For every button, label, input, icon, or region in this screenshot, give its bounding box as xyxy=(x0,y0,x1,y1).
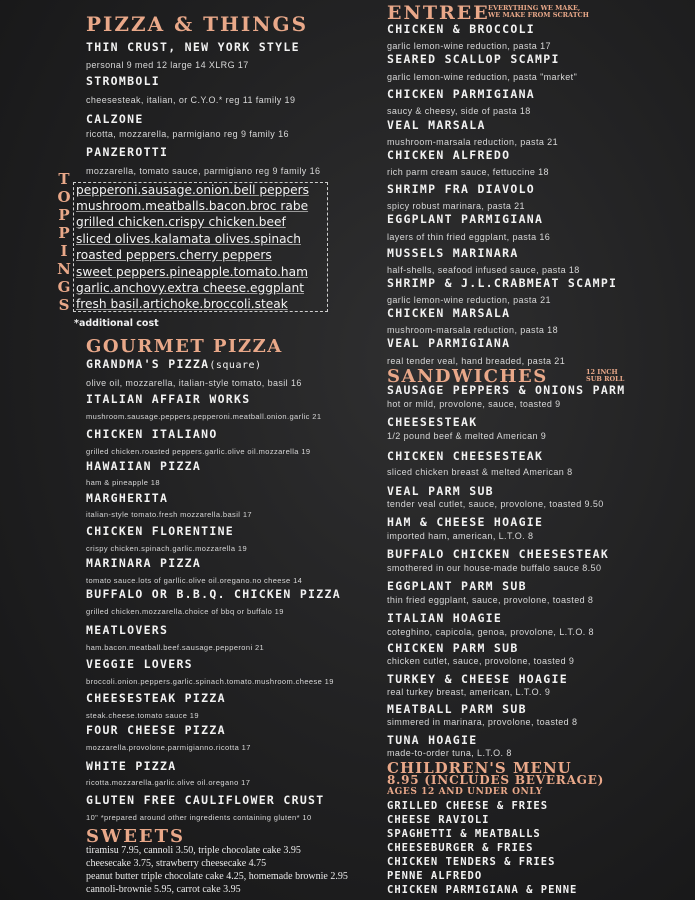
menu-item-name: SHRIMP & J.L.CRABMEAT SCAMPI xyxy=(387,276,618,290)
menu-item-name: CHEESESTEAK xyxy=(387,415,478,429)
menu-item-desc: ham & pineapple 18 xyxy=(86,478,160,487)
menu-item-name: CHICKEN CHEESESTEAK xyxy=(387,449,544,463)
menu-item-name: VEAL MARSALA xyxy=(387,118,486,132)
menu-item-name: MARGHERITA xyxy=(86,491,169,505)
menu-item-desc: spicy robust marinara, pasta 21 xyxy=(387,201,525,211)
sandwiches-note: 12 INCH SUB ROLL xyxy=(586,368,625,383)
menu-item-desc: grilled chicken.roasted peppers.garlic.olive oil.mozzarella 19 xyxy=(86,447,311,456)
menu-item-desc: simmered in marinara, provolone, toasted 8 xyxy=(387,717,578,727)
menu-item-name: BUFFALO OR B.B.Q. CHICKEN PIZZA xyxy=(86,587,341,601)
menu-item-desc: steak.cheese.tomato sauce 19 xyxy=(86,711,199,720)
gourmet-heading: GOURMET PIZZA xyxy=(86,336,283,357)
topping-line: fresh basil.artichoke.broccoli.steak xyxy=(76,297,288,311)
menu-item-desc: garlic lemon-wine reduction, pasta 17 xyxy=(387,41,551,51)
menu-item-desc: ricotta, mozzarella, parmigiano reg 9 family 16 xyxy=(86,129,289,139)
menu-item-desc: italian-style tomato.fresh mozzarella.basil 17 xyxy=(86,510,252,519)
sweets-heading: SWEETS xyxy=(86,826,186,847)
menu-item-name: MUSSELS MARINARA xyxy=(387,246,519,260)
menu-item-desc: mozzarella, tomato sauce, parmigiano reg 9 family 16 xyxy=(86,166,321,176)
menu-item-desc: saucy & cheesy, side of pasta 18 xyxy=(387,106,531,116)
kids-item: GRILLED CHEESE & FRIES xyxy=(387,800,549,812)
toppings-letter: I xyxy=(60,242,68,260)
toppings-letter: P xyxy=(58,224,70,242)
topping-line: sweet peppers.pineapple.tomato.ham xyxy=(76,265,308,279)
menu-item-name: THIN CRUST, NEW YORK STYLE xyxy=(86,40,300,54)
menu-item-desc: made-to-order tuna, L.T.O. 8 xyxy=(387,748,512,758)
sweets-line: peanut butter triple chocolate cake 4.25, homemade brownie 2.95 xyxy=(86,871,348,882)
menu-item-name: EGGPLANT PARMIGIANA xyxy=(387,212,544,226)
menu-item-desc: real turkey breast, american, L.T.O. 9 xyxy=(387,687,551,697)
menu-item-name: VEAL PARMIGIANA xyxy=(387,336,511,350)
topping-line: grilled chicken.crispy chicken.beef xyxy=(76,215,286,229)
menu-item-desc: crispy chicken.spinach.garlic.mozzarella 19 xyxy=(86,544,248,553)
topping-line: roasted peppers.cherry peppers xyxy=(76,248,272,262)
menu-item-desc: garlic lemon-wine reduction, pasta 21 xyxy=(387,295,551,305)
kids-item: CHEESE RAVIOLI xyxy=(387,814,490,826)
topping-line: mushroom.meatballs.bacon.broc rabe xyxy=(76,199,309,213)
menu-item-name: PANZEROTTI xyxy=(86,145,169,159)
menu-item-name: MEATLOVERS xyxy=(86,623,169,637)
menu-item-name: ITALIAN AFFAIR WORKS xyxy=(86,392,251,406)
menu-item-desc: 10" *prepared around other ingredients containing gluten* 10 xyxy=(86,813,312,822)
sweets-line: cheesecake 3.75, strawberry cheesecake 4.75 xyxy=(86,858,267,869)
sweets-line: tiramisu 7.95, cannoli 3.50, triple chocolate cake 3.95 xyxy=(86,845,301,856)
menu-item-name: HAM & CHEESE HOAGIE xyxy=(387,515,544,529)
menu-item-desc: tomato sauce.lots of garllic.olive oil.oregano.no cheese 14 xyxy=(86,576,303,585)
menu-item-desc: mushroom.sausage.peppers.pepperoni.meatball.onion.garlic 21 xyxy=(86,412,322,421)
menu-item-desc: ham.bacon.meatball.beef.sausage.pepperoni 21 xyxy=(86,643,265,652)
entree-heading: ENTREE xyxy=(387,2,490,24)
menu-item-desc: broccoli.onion.peppers.garlic.spinach.tomato.mushroom.cheese 19 xyxy=(86,677,334,686)
menu-item-desc: personal 9 med 12 large 14 XLRG 17 xyxy=(86,60,249,70)
menu-item-desc: smothered in our house-made buffalo sauce 8.50 xyxy=(387,563,602,573)
entree-note: EVERYTHING WE MAKE, WE MAKE FROM SCRATCH xyxy=(488,4,589,19)
childrens-price: 8.95 (INCLUDES BEVERAGE) xyxy=(387,773,605,787)
menu-item-desc: tender veal cutlet, sauce, provolone, toasted 9.50 xyxy=(387,499,604,509)
toppings-letter: P xyxy=(58,206,70,224)
toppings-letter: O xyxy=(57,188,71,206)
kids-item: CHICKEN TENDERS & FRIES xyxy=(387,856,556,868)
menu-item-name: STROMBOLI xyxy=(86,74,161,88)
menu-item-name: CHICKEN MARSALA xyxy=(387,306,511,320)
toppings-letter: S xyxy=(58,296,70,314)
menu-item-desc: sliced chicken breast & melted American 8 xyxy=(387,467,573,477)
menu-item-desc: chicken cutlet, sauce, provolone, toasted 9 xyxy=(387,656,575,666)
kids-item: CHEESEBURGER & FRIES xyxy=(387,842,534,854)
menu-item-name: FOUR CHEESE PIZZA xyxy=(86,723,226,737)
menu-item-desc: half-shells, seafood infused sauce, pasta 18 xyxy=(387,265,580,275)
menu-item-name: HAWAIIAN PIZZA xyxy=(86,459,202,473)
menu-item-desc: thin fried eggplant, sauce, provolone, toasted 8 xyxy=(387,595,594,605)
topping-line: pepperoni.sausage.onion.bell peppers xyxy=(76,183,309,197)
toppings-note: *additional cost xyxy=(74,318,159,329)
menu-item-name: CALZONE xyxy=(86,112,144,126)
sweets-line: cannoli-brownie 5.95, carrot cake 3.95 xyxy=(86,884,241,895)
menu-item-desc: garlic lemon-wine reduction, pasta "market" xyxy=(387,72,578,82)
menu-item-desc: mushroom-marsala reduction, pasta 18 xyxy=(387,325,558,335)
menu-item-desc: grilled chicken.mozzarella.choice of bbq or buffalo 19 xyxy=(86,607,284,616)
toppings-letter: T xyxy=(58,170,70,188)
kids-item: SPAGHETTI & MEATBALLS xyxy=(387,828,541,840)
menu-item-desc: layers of thin fried eggplant, pasta 16 xyxy=(387,232,551,242)
menu-item-desc: ricotta.mozzarella.garlic.olive oil.oregano 17 xyxy=(86,778,251,787)
menu-item-name: SAUSAGE PEPPERS & ONIONS PARM xyxy=(387,383,626,397)
sandwiches-heading: SANDWICHES xyxy=(387,366,548,387)
menu-item-name: CHICKEN ALFREDO xyxy=(387,148,511,162)
toppings-letter: N xyxy=(57,260,71,278)
menu-item-desc: hot or mild, provolone, sauce, toasted 9 xyxy=(387,399,561,409)
topping-line: garlic.anchovy.extra cheese.eggplant xyxy=(76,281,305,295)
menu-item-desc: cheesesteak, italian, or C.Y.O.* reg 11 family 19 xyxy=(86,95,296,105)
menu-item-desc: mozzarella.provolone.parmigianno.ricotta 17 xyxy=(86,743,251,752)
menu-item-name: EGGPLANT PARM SUB xyxy=(387,579,527,593)
menu-item-name: GRANDMA'S PIZZA(square) xyxy=(86,357,262,371)
toppings-letter: G xyxy=(57,278,71,296)
menu-item-name: MARINARA PIZZA xyxy=(86,556,202,570)
menu-item-name: SEARED SCALLOP SCAMPI xyxy=(387,52,560,66)
menu-item-desc: rich parm cream sauce, fettuccine 18 xyxy=(387,167,549,177)
menu-item-desc: olive oil, mozzarella, italian-style tomato, basil 16 xyxy=(86,378,302,388)
menu-item-name: ITALIAN HOAGIE xyxy=(387,611,503,625)
menu-item-name: CHICKEN PARM SUB xyxy=(387,641,519,655)
menu-item-desc: real tender veal, hand breaded, pasta 21 xyxy=(387,356,566,366)
menu-item-name: WHITE PIZZA xyxy=(86,759,177,773)
menu-item-name: CHEESESTEAK PIZZA xyxy=(86,691,226,705)
kids-item: PENNE ALFREDO xyxy=(387,870,483,882)
menu-item-name: TURKEY & CHEESE HOAGIE xyxy=(387,672,568,686)
menu-item-name: MEATBALL PARM SUB xyxy=(387,702,527,716)
topping-line: sliced olives.kalamata olives.spinach xyxy=(76,232,301,246)
menu-item-name: CHICKEN & BROCCOLI xyxy=(387,22,536,36)
menu-item-desc: imported ham, american, L.T.O. 8 xyxy=(387,531,534,541)
kids-item: CHICKEN PARMIGIANA & PENNE xyxy=(387,884,578,896)
pizza-heading: PIZZA & THINGS xyxy=(86,12,309,36)
menu-item-name: VEGGIE LOVERS xyxy=(86,657,193,671)
childrens-heading: CHILDREN'S MENU xyxy=(387,759,572,777)
menu-item-name: BUFFALO CHICKEN CHEESESTEAK xyxy=(387,547,610,561)
menu-item-name: CHICKEN FLORENTINE xyxy=(86,524,235,538)
childrens-age: AGES 12 AND UNDER ONLY xyxy=(387,787,543,797)
menu-item-desc: coteghino, capicola, genoa, provolone, L.T.O. 8 xyxy=(387,627,594,637)
menu-item-name: CHICKEN ITALIANO xyxy=(86,427,218,441)
menu-item-desc: 1/2 pound beef & melted American 9 xyxy=(387,431,547,441)
menu-item-name: SHRIMP FRA DIAVOLO xyxy=(387,182,536,196)
menu-item-name: VEAL PARM SUB xyxy=(387,484,494,498)
menu-item-name: TUNA HOAGIE xyxy=(387,733,478,747)
menu-item-name: CHICKEN PARMIGIANA xyxy=(387,87,536,101)
menu-item-name: GLUTEN FREE CAULIFLOWER CRUST xyxy=(86,793,325,807)
menu-item-desc: mushroom-marsala reduction, pasta 21 xyxy=(387,137,558,147)
